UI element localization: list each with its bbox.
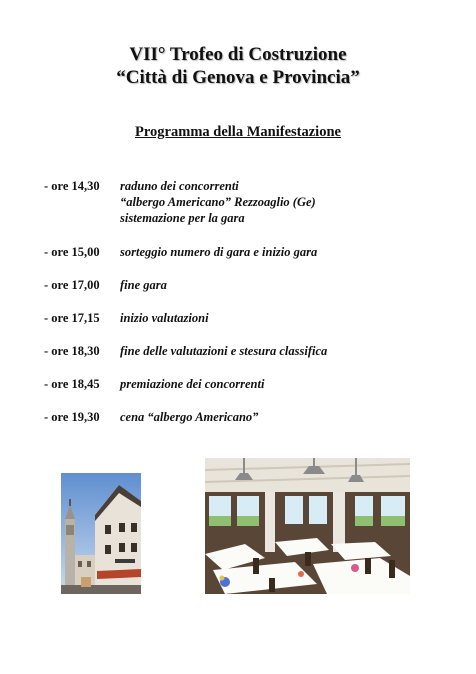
schedule-time: - ore 17,15 xyxy=(44,311,100,325)
dining-hall-photo xyxy=(205,458,410,594)
schedule-description: sorteggio numero di gara e inizio gara xyxy=(120,245,318,259)
schedule-time: - ore 17,00 xyxy=(44,278,100,292)
program-heading: Programma della Manifestazione xyxy=(135,124,341,140)
schedule-item xyxy=(44,178,239,194)
schedule-item xyxy=(44,343,327,359)
schedule-description: premiazione dei concorrenti xyxy=(120,377,265,391)
schedule-description: fine delle valutazioni e stesura classifica xyxy=(120,344,328,358)
schedule-item xyxy=(44,376,264,392)
schedule-description: raduno dei concorrenti xyxy=(120,179,239,193)
schedule-item xyxy=(44,409,258,425)
document-title-line-1: VII° Trofeo di Costruzione xyxy=(129,44,347,65)
schedule-description: fine gara xyxy=(120,278,167,292)
schedule-time: - ore 15,00 xyxy=(44,245,100,259)
schedule-description-continued: “albergo Americano” Rezzoaglio (Ge) xyxy=(120,195,316,209)
schedule-item xyxy=(44,310,209,326)
schedule-description: inizio valutazioni xyxy=(120,311,209,325)
schedule-item xyxy=(44,244,317,260)
document-title-line-2: “Città di Genova e Provincia” xyxy=(116,67,360,88)
schedule-description-continued: sistemazione per la gara xyxy=(120,211,245,225)
village-street-photo xyxy=(61,473,141,594)
schedule-time: - ore 19,30 xyxy=(44,410,100,424)
schedule-time: - ore 18,30 xyxy=(44,344,100,358)
schedule-time: - ore 14,30 xyxy=(44,179,100,193)
schedule-description: cena “albergo Americano” xyxy=(120,410,259,424)
schedule-time: - ore 18,45 xyxy=(44,377,100,391)
schedule-item xyxy=(44,277,167,293)
